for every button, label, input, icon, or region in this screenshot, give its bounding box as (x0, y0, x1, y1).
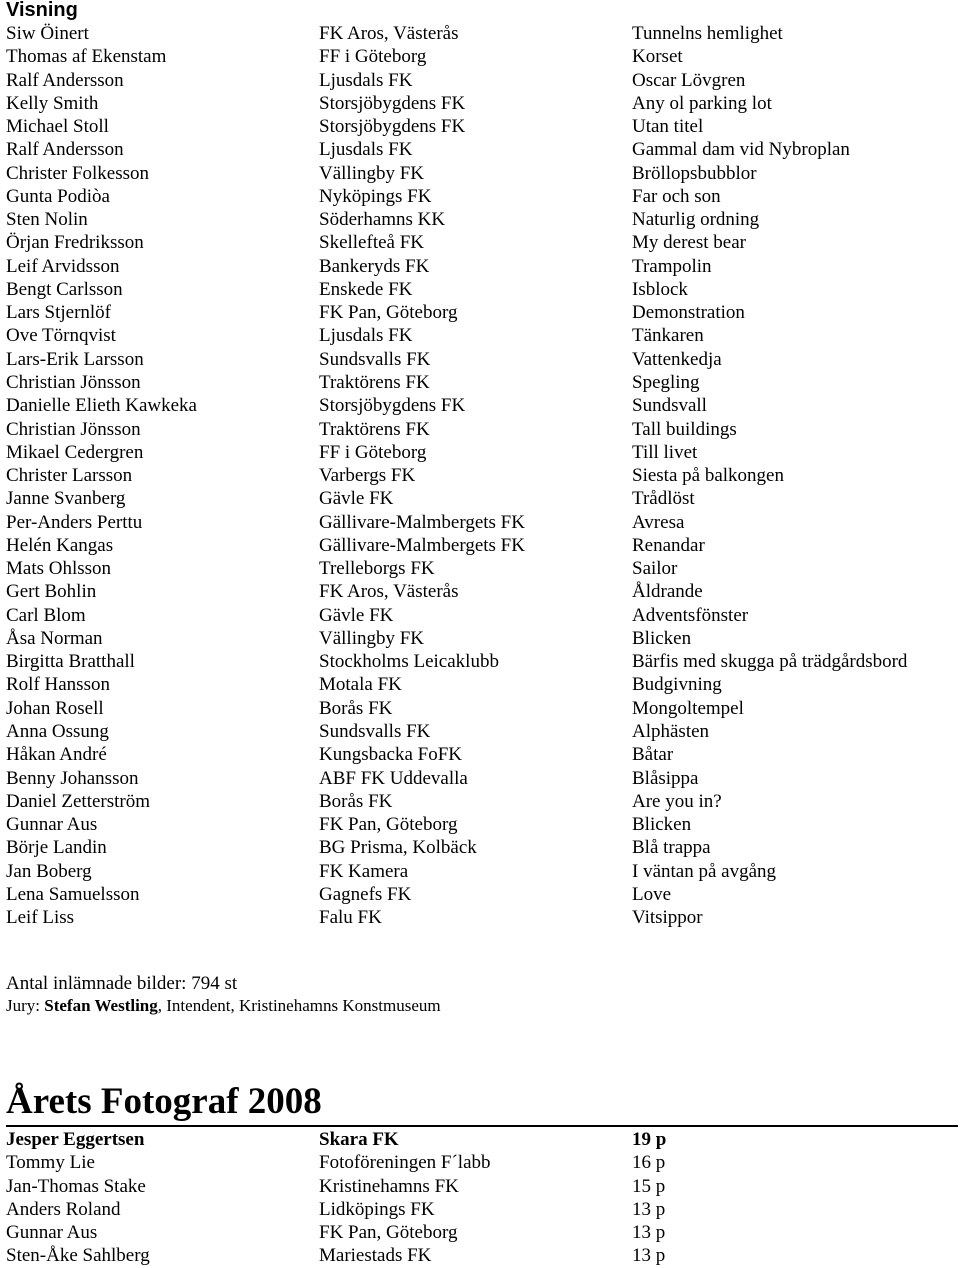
photographer-name: Örjan Fredriksson (6, 232, 144, 254)
photo-title: Avresa (632, 511, 685, 533)
jury-line (6, 995, 441, 1017)
entry-row (0, 301, 960, 324)
photo-title: Blåsippa (632, 767, 699, 789)
club-name: Gagnefs FK (319, 883, 412, 905)
club-name: FF i Göteborg (319, 441, 427, 463)
club-name: Nyköpings FK (319, 185, 432, 207)
photographer-name: Leif Arvidsson (6, 255, 120, 277)
photo-title: I väntan på avgång (632, 860, 777, 882)
entry-row (0, 813, 960, 836)
entry-row (0, 743, 960, 766)
score: 13 p (632, 1245, 666, 1267)
club-name: Borås FK (319, 697, 393, 719)
photo-title: Blicken (632, 814, 692, 836)
photographer-name: Gunnar Aus (6, 814, 98, 836)
entry-row (0, 231, 960, 254)
photographer-name: Sten Nolin (6, 209, 88, 231)
photographer-name: Anders Roland (6, 1198, 121, 1220)
photographer-name: Håkan André (6, 744, 107, 766)
photo-title: Sundsvall (632, 395, 707, 417)
photographer-name: Anna Ossung (6, 720, 109, 742)
club-name: Sundsvalls FK (319, 348, 431, 370)
result-row (0, 1151, 960, 1174)
photographer-name: Mikael Cedergren (6, 441, 144, 463)
club-name: Kristinehamns FK (319, 1175, 459, 1197)
jury-suffix: , Intendent, Kristinehamns Konstmuseum (157, 996, 441, 1015)
photographer-name: Leif Liss (6, 907, 75, 929)
photographer-name: Åsa Norman (6, 627, 103, 649)
club-name: Motala FK (319, 674, 402, 696)
entry-row (0, 673, 960, 696)
result-row (0, 1244, 960, 1267)
jury-prefix: Jury: (6, 996, 45, 1015)
entry-row (0, 138, 960, 161)
photographer-name: Birgitta Bratthall (6, 651, 135, 673)
photographer-name: Tommy Lie (6, 1152, 95, 1174)
photographer-name: Helén Kangas (6, 534, 114, 556)
photographer-name: Christian Jönsson (6, 371, 141, 393)
club-name: Kungsbacka FoFK (319, 744, 463, 766)
club-name: Bankeryds FK (319, 255, 430, 277)
entry-row (0, 557, 960, 580)
entry-row (0, 650, 960, 673)
entry-row (0, 45, 960, 68)
club-name: Varbergs FK (319, 465, 416, 487)
photo-title: Blå trappa (632, 837, 711, 859)
club-name: Stockholms Leicaklubb (319, 651, 499, 673)
club-name: Storsjöbygdens FK (319, 116, 466, 138)
photo-title: My derest bear (632, 232, 746, 254)
result-row (0, 1198, 960, 1221)
result-row (0, 1128, 960, 1151)
entry-row (0, 487, 960, 510)
entry-row (0, 371, 960, 394)
photo-title: Budgivning (632, 674, 722, 696)
photographer-name: Thomas af Ekenstam (6, 46, 167, 68)
club-name: Enskede FK (319, 278, 413, 300)
photo-title: Korset (632, 46, 683, 68)
club-name: FK Pan, Göteborg (319, 1222, 458, 1244)
photographer-name: Michael Stoll (6, 116, 109, 138)
photo-title: Demonstration (632, 302, 745, 324)
entry-row (0, 720, 960, 743)
photographer-name: Ralf Andersson (6, 69, 124, 91)
photographer-name: Kelly Smith (6, 92, 99, 114)
photo-title: Tänkaren (632, 325, 704, 347)
club-name: Borås FK (319, 790, 393, 812)
photographer-name: Gunta Podiòa (6, 185, 110, 207)
photo-title: Alphästen (632, 720, 710, 742)
entry-row (0, 418, 960, 441)
club-name: Fotoföreningen F´labb (319, 1152, 491, 1174)
photographer-name: Jan-Thomas Stake (6, 1175, 146, 1197)
photo-title: Oscar Lövgren (632, 69, 746, 91)
club-name: Skara FK (319, 1129, 399, 1150)
entry-row (0, 278, 960, 301)
photographer-name: Christer Larsson (6, 465, 133, 487)
club-name: Gällivare-Malmbergets FK (319, 534, 525, 556)
photo-title: Trådlöst (632, 488, 695, 510)
photo-title: Isblock (632, 278, 688, 300)
photographer-name: Rolf Hansson (6, 674, 110, 696)
club-name: FF i Göteborg (319, 46, 427, 68)
club-name: FK Kamera (319, 860, 409, 882)
entry-row (0, 511, 960, 534)
photo-title: Blicken (632, 627, 692, 649)
photo-title: Båtar (632, 744, 674, 766)
entry-row (0, 162, 960, 185)
club-name: Sundsvalls FK (319, 720, 431, 742)
entry-row (0, 860, 960, 883)
club-name: BG Prisma, Kolbäck (319, 837, 477, 859)
photo-title: Naturlig ordning (632, 209, 760, 231)
club-name: Ljusdals FK (319, 325, 413, 347)
club-name: Gävle FK (319, 604, 394, 626)
score: 13 p (632, 1198, 666, 1220)
photo-title: Till livet (632, 441, 698, 463)
club-name: Skellefteå FK (319, 232, 425, 254)
submitted-count: Antal inlämnade bilder: 794 st (6, 973, 238, 994)
club-name: FK Pan, Göteborg (319, 302, 458, 324)
entry-row (0, 394, 960, 417)
entry-row (0, 324, 960, 347)
club-name: Falu FK (319, 907, 382, 929)
photo-title: Any ol parking lot (632, 92, 772, 114)
entry-row (0, 767, 960, 790)
photographer-name: Jesper Eggertsen (6, 1129, 145, 1150)
entry-row (0, 22, 960, 45)
photographer-name: Ralf Andersson (6, 139, 124, 161)
entry-row (0, 69, 960, 92)
entry-row (0, 464, 960, 487)
club-name: Storsjöbygdens FK (319, 92, 466, 114)
club-name: Traktörens FK (319, 371, 430, 393)
photographer-name: Per-Anders Perttu (6, 511, 143, 533)
club-name: Ljusdals FK (319, 139, 413, 161)
result-row (0, 1175, 960, 1198)
club-name: Gävle FK (319, 488, 394, 510)
entry-row (0, 534, 960, 557)
entry-row (0, 348, 960, 371)
entry-row (0, 883, 960, 906)
club-name: Mariestads FK (319, 1245, 432, 1267)
results-list (0, 1128, 960, 1268)
photographer-name: Janne Svanberg (6, 488, 126, 510)
photo-title: Gammal dam vid Nybroplan (632, 139, 850, 161)
photo-title: Tall buildings (632, 418, 737, 440)
score: 19 p (632, 1129, 667, 1150)
photographer-name: Lars Stjernlöf (6, 302, 112, 324)
photographer-name: Ove Törnqvist (6, 325, 116, 347)
photo-title: Spegling (632, 371, 700, 393)
club-name: FK Aros, Västerås (319, 23, 459, 44)
photographer-name: Johan Rosell (6, 697, 104, 719)
entry-row (0, 255, 960, 278)
photographer-name: Siw Öinert (6, 23, 89, 44)
club-name: Ljusdals FK (319, 69, 413, 91)
photographer-name: Jan Boberg (6, 860, 92, 882)
club-name: Traktörens FK (319, 418, 430, 440)
club-name: FK Pan, Göteborg (319, 814, 458, 836)
entry-row (0, 115, 960, 138)
photographer-name: Gunnar Aus (6, 1222, 98, 1244)
club-name: Söderhamns KK (319, 209, 446, 231)
entry-row (0, 697, 960, 720)
entry-row (0, 441, 960, 464)
photo-title: Bärfis med skugga på trädgårdsbord (632, 651, 908, 673)
score: 15 p (632, 1175, 666, 1197)
entry-row (0, 906, 960, 929)
entry-row (0, 790, 960, 813)
entry-row (0, 92, 960, 115)
score: 13 p (632, 1222, 666, 1244)
exhibition-list (0, 22, 960, 929)
photo-title: Utan titel (632, 116, 704, 138)
photo-title: Mongoltempel (632, 697, 744, 719)
entry-row (0, 185, 960, 208)
entry-row (0, 627, 960, 650)
photographer-name: Bengt Carlsson (6, 278, 123, 300)
entry-row (0, 580, 960, 603)
photographer-name: Mats Ohlsson (6, 558, 112, 580)
photo-title: Vattenkedja (632, 348, 722, 370)
photo-title: Trampolin (632, 255, 712, 277)
photographer-name: Lena Samuelsson (6, 883, 140, 905)
club-name: Vällingby FK (319, 162, 425, 184)
section-heading-visning: Visning (6, 0, 78, 21)
club-name: Storsjöbygdens FK (319, 395, 466, 417)
club-name: FK Aros, Västerås (319, 581, 459, 603)
club-name: Gällivare-Malmbergets FK (319, 511, 525, 533)
photographer-name: Carl Blom (6, 604, 86, 626)
club-name: ABF FK Uddevalla (319, 767, 468, 789)
year-title: Årets Fotograf 2008 (6, 1081, 322, 1122)
club-name: Vällingby FK (319, 627, 425, 649)
photographer-name: Lars-Erik Larsson (6, 348, 144, 370)
photo-title: Love (632, 883, 672, 905)
club-name: Lidköpings FK (319, 1198, 435, 1220)
photographer-name: Daniel Zetterström (6, 790, 151, 812)
result-row (0, 1221, 960, 1244)
photographer-name: Christer Folkesson (6, 162, 150, 184)
photo-title: Are you in? (632, 790, 722, 812)
photo-title: Vitsippor (632, 907, 703, 929)
entry-row (0, 836, 960, 859)
photo-title: Tunnelns hemlighet (632, 23, 783, 44)
photographer-name: Gert Bohlin (6, 581, 97, 603)
score: 16 p (632, 1152, 666, 1174)
entry-row (0, 208, 960, 231)
club-name: Trelleborgs FK (319, 558, 435, 580)
photographer-name: Sten-Åke Sahlberg (6, 1245, 150, 1267)
photo-title: Renandar (632, 534, 705, 556)
jury-name: Stefan Westling (44, 996, 158, 1015)
photographer-name: Christian Jönsson (6, 418, 141, 440)
photo-title: Siesta på balkongen (632, 465, 784, 487)
photographer-name: Benny Johansson (6, 767, 139, 789)
title-divider (6, 1125, 958, 1127)
photographer-name: Danielle Elieth Kawkeka (6, 395, 197, 417)
photo-title: Bröllopsbubblor (632, 162, 757, 184)
photo-title: Adventsfönster (632, 604, 749, 626)
photo-title: Åldrande (632, 581, 703, 603)
photo-title: Far och son (632, 185, 721, 207)
photo-title: Sailor (632, 558, 678, 580)
photographer-name: Börje Landin (6, 837, 107, 859)
entry-row (0, 604, 960, 627)
